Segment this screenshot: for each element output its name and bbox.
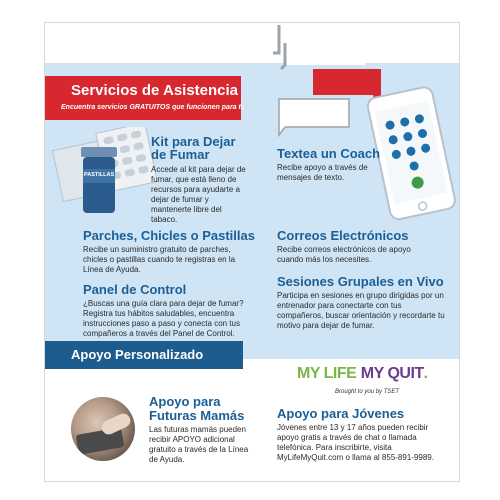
logo-tagline: Brought to you by TSET [335, 389, 400, 395]
textea-body: Recibe apoyo a través de mensajes de texto. [277, 163, 368, 182]
personal-support-bar [45, 341, 243, 369]
correos-title: Correos Electrónicos [277, 228, 409, 243]
logo-dot: . [423, 365, 429, 382]
photo-laptop [76, 427, 125, 455]
banner-subtitle: Encuentra servicios GRATUITOS que funcionen para ti. [61, 104, 245, 111]
panel-body: ¿Buscas una guía clara para dejar de fumar? Registra tus hábitos saludables, encuentra instrucciones paso a paso y conecta con tus compañeros a través del Panel de Control. [83, 299, 244, 338]
panel-title: Panel de Control [83, 282, 187, 297]
jovenes-title: Apoyo para Jóvenes [277, 406, 405, 421]
pregnant-woman-photo [71, 397, 135, 461]
kit-body: Accede al kit para dejar de fumar, que está lleno de recursos para ayudarte a dejar de fumar y mantenerte libre del tabaco. [151, 165, 246, 224]
logo-part2: MY QUIT [360, 365, 424, 382]
parches-body: Recibe un suministro gratuito de parches, chicles o pastillas cuando te registras en la Línea de Ayuda. [83, 245, 236, 274]
personal-support-title: Apoyo Personalizado [71, 347, 204, 362]
sesiones-title: Sesiones Grupales en Vivo [277, 274, 444, 289]
bottle-label: PASTILLAS [84, 172, 115, 178]
textea-title: Textea un Coach [277, 146, 381, 161]
white-chat-bubble-icon [275, 95, 353, 141]
jovenes-body: Jóvenes entre 13 y 17 años pueden recibir apoyo gratis a través de chat o llamada telefónica. Para inscribirte, visita MyLifeMyQuit.com o llama al 855-891-9989. [277, 423, 434, 462]
smartphone-icon [367, 81, 459, 231]
services-banner [45, 76, 245, 120]
parches-title: Parches, Chicles o Pastillas [83, 228, 255, 243]
sesiones-body: Participa en sesiones en grupo dirigidas por un entrenador para conectarte con tus compañeros, buscar orientación y recordarte tu motivo para dejar de fumar. [277, 291, 445, 330]
kit-title-line1: Kit para Dejar [151, 134, 236, 149]
mamas-title-line1: Apoyo para [149, 394, 221, 409]
mamas-title-line2: Futuras Mamás [149, 408, 245, 423]
assistance-services-panel [44, 22, 460, 482]
mylifemyquit-logo [297, 365, 428, 383]
logo-part1: MY LIFE [297, 365, 357, 382]
kit-title-line2: de Fumar [151, 147, 210, 162]
correos-body: Recibe correos electrónicos de apoyo cuando más los necesites. [277, 245, 411, 264]
banner-title: Servicios de Asistencia [71, 82, 239, 99]
top-chat-bubble-icon [271, 23, 371, 71]
mamas-body: Las futuras mamás pueden recibir APOYO adicional gratuito a través de la Línea de Ayuda. [149, 425, 249, 464]
